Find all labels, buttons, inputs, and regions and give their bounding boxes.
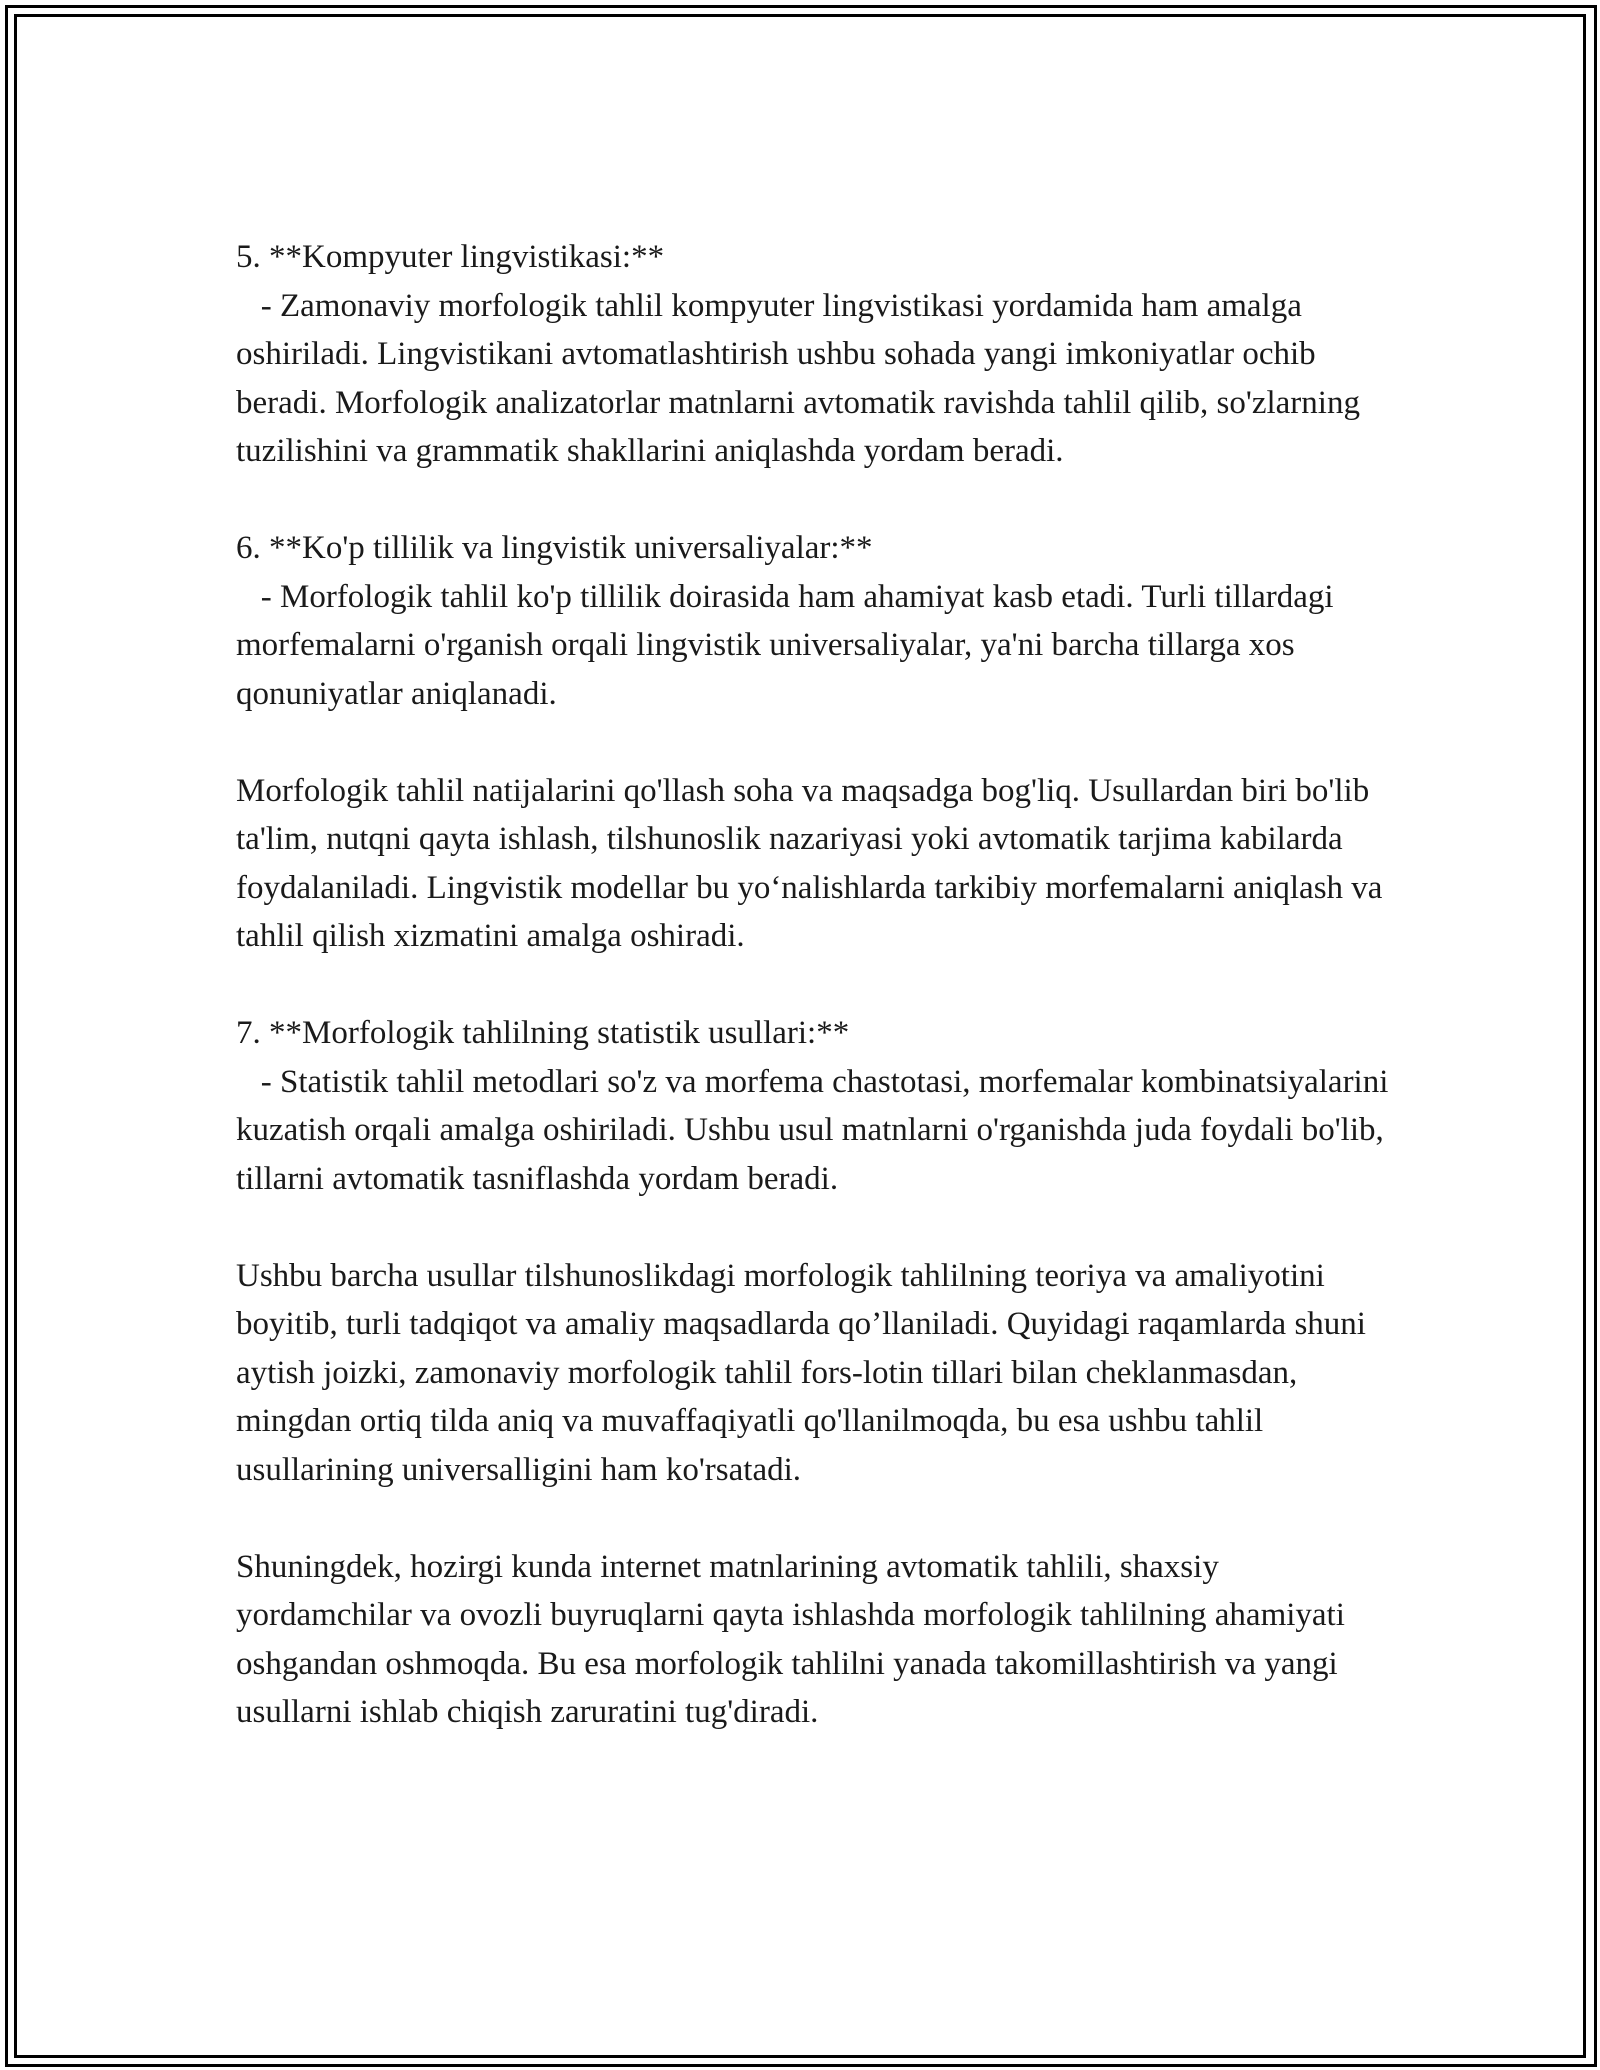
paragraph-results-text: Morfologik tahlil natijalarini qo'llash soha va maqsadga bog'liq. Usullardan biri bo'lib ta'lim, nutqni qayta ishlash, tilshunoslik nazariyasi yoki avtomatik tarjima kabilarda foydalaniladi. Lingvistik modellar bu yo‘nalishlarda tarkibiy morfemalarni aniqlash va tahlil qilish xizmatini amalga oshiradi. (236, 772, 1383, 954)
paragraph-internet-text: Shuningdek, hozirgi kunda internet matnlarining avtomatik tahlili, shaxsiy yordamchilar va ovozli buyruqlarni qayta ishlashda morfologik tahlilning ahamiyati oshgandan oshmoqda. Bu esa morfologik tahlilni yanada takomillashtirish va yangi usullarni ishlab chiqish zaruratini tug'diradi. (236, 1548, 1345, 1730)
section-6-heading: 6. **Ko'p tillilik va lingvistik universaliyalar:** (236, 530, 873, 566)
section-7 (236, 1009, 1396, 1203)
document-body (236, 233, 1396, 1785)
paragraph-summary (236, 1252, 1396, 1495)
section-5-text: - Zamonaviy morfologik tahlil kompyuter lingvistikasi yordamida ham amalga oshiriladi. Lingvistikani avtomatlashtirish ushbu sohada yangi imkoniyatlar ochib beradi. Morfologik analizatorlar matnlarni avtomatik ravishda tahlil qilib, so'zlarning tuzilishini va grammatik shakllarini aniqlashda yordam beradi. (236, 287, 1369, 469)
section-6 (236, 524, 1396, 718)
paragraph-results (236, 767, 1396, 961)
section-5-heading: 5. **Kompyuter lingvistikasi:** (236, 239, 665, 275)
section-5 (236, 233, 1396, 476)
section-7-text: - Statistik tahlil metodlari so'z va morfema chastotasi, morfemalar kombinatsiyalarini kuzatish orqali amalga oshiriladi. Ushbu usul matnlarni o'rganishda juda foydali bo'lib, tillarni avtomatik tasniflashda yordam beradi. (236, 1063, 1397, 1197)
section-7-heading: 7. **Morfologik tahlilning statistik usullari:** (236, 1015, 850, 1051)
section-6-text: - Morfologik tahlil ko'p tillilik doirasida ham ahamiyat kasb etadi. Turli tillardagi morfemalarni o'rganish orqali lingvistik universaliyalar, ya'ni barcha tillarga xos qonuniyatlar aniqlanadi. (236, 578, 1342, 712)
paragraph-summary-text: Ushbu barcha usullar tilshunoslikdagi morfologik tahlilning teoriya va amaliyotini boyitib, turli tadqiqot va amaliy maqsadlarda qo’llaniladi. Quyidagi raqamlarda shuni aytish joizki, zamonaviy morfologik tahlil fors-lotin tillari bilan cheklanmasdan, mingdan ortiq tilda aniq va muvaffaqiyatli qo'llanilmoqda, bu esa ushbu tahlil usullarining universalligini ham ko'rsatadi. (236, 1257, 1366, 1488)
paragraph-internet (236, 1543, 1396, 1737)
